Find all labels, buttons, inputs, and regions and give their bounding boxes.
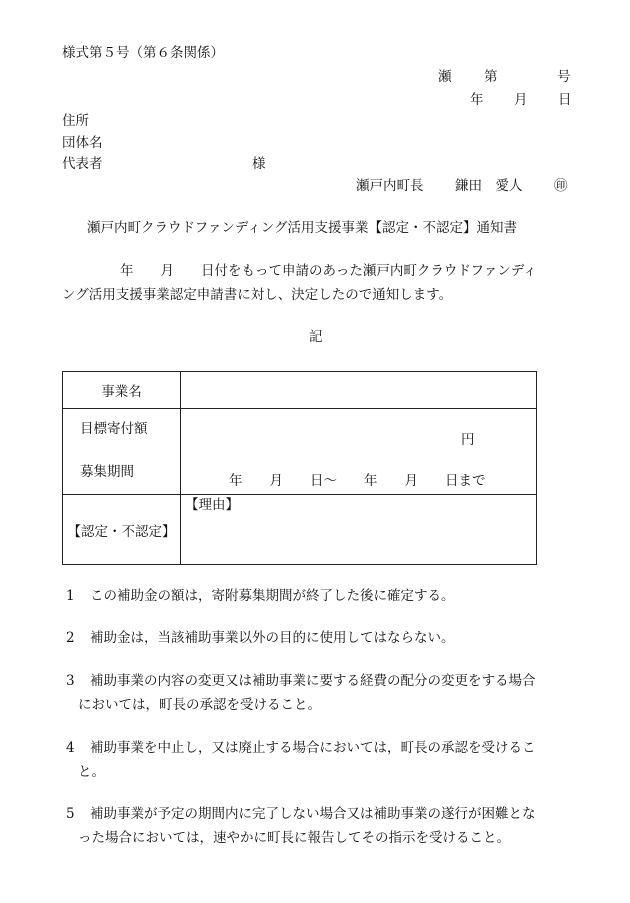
- yen-unit: 円: [461, 432, 475, 448]
- date-year: 年: [470, 92, 484, 108]
- recruit-period-label: 募集期間: [80, 464, 134, 480]
- representative-label: 代表者: [62, 156, 103, 172]
- org-name-label: 団体名: [62, 135, 103, 151]
- recruit-period-value: 年 月 日～ 年 月 日まで: [229, 473, 486, 489]
- doc-number-go: 号: [557, 69, 571, 85]
- address-label: 住所: [62, 113, 89, 129]
- amount-period-value-cell: [181, 409, 537, 495]
- doc-number-dai: 第: [484, 69, 498, 85]
- date-month: 月: [514, 92, 528, 108]
- condition-text: 補助事業の内容の変更又は補助事業に要する経費の配分の変更をする場合: [90, 673, 536, 689]
- date-day: 日: [558, 92, 572, 108]
- body-line-2: ング活用支援事業認定申請書に対し、決定したので通知します。: [62, 287, 453, 303]
- project-name-value-cell: [181, 372, 537, 409]
- seal-mark: ㊞: [554, 178, 568, 194]
- sender-title: 瀬戸内町長: [356, 178, 424, 194]
- condition-text: 補助金は，当該補助事業以外の目的に使用してはならない。: [90, 630, 455, 646]
- amount-period-label-cell: [63, 409, 181, 495]
- condition-item: [62, 626, 582, 650]
- target-amount-label: 目標寄付額: [80, 421, 148, 437]
- condition-text: 補助事業を中止し，又は廃止する場合においては，町長の承認を受けるこ: [90, 740, 536, 756]
- condition-item: [62, 802, 582, 850]
- condition-item: [62, 669, 582, 717]
- condition-item: [62, 584, 582, 608]
- condition-number: 1: [66, 588, 75, 604]
- doc-number-prefix: 瀬: [438, 69, 452, 85]
- condition-number: 5: [66, 806, 75, 822]
- reason-cell: [181, 495, 537, 565]
- body-line-1: 年 月 日付をもって申請のあった瀬戸内町クラウドファンディ: [93, 263, 537, 279]
- ki-heading: 記: [309, 329, 323, 345]
- project-name-label-cell: [63, 372, 181, 409]
- condition-number: 3: [66, 673, 75, 689]
- project-name-label: 事業名: [101, 384, 142, 400]
- condition-item: [62, 736, 582, 784]
- form-number-label: 様式第５号（第６条関係）: [62, 45, 224, 61]
- decision-label: 【認定・不認定】: [67, 523, 176, 540]
- decision-label-cell: [63, 495, 181, 565]
- condition-text-cont: においては，町長の承認を受けること。: [78, 697, 321, 713]
- document-title: 瀬戸内町クラウドファンディング活用支援事業【認定・不認定】通知書: [87, 220, 517, 236]
- reason-label: 【理由】: [185, 497, 239, 513]
- decision-table: [62, 371, 537, 565]
- condition-text-cont: った場合においては，速やかに町長に報告してその指示を受けること。: [78, 830, 510, 846]
- condition-text-cont: と。: [78, 764, 105, 780]
- honorific: 様: [252, 156, 266, 172]
- condition-number: 4: [66, 740, 75, 756]
- condition-text: 補助事業が予定の期間内に完了しない場合又は補助事業の遂行が困難とな: [90, 806, 536, 822]
- condition-number: 2: [66, 630, 75, 646]
- condition-text: この補助金の額は，寄附募集期間が終了した後に確定する。: [90, 588, 455, 604]
- sender-name: 鎌田 愛人: [455, 178, 523, 194]
